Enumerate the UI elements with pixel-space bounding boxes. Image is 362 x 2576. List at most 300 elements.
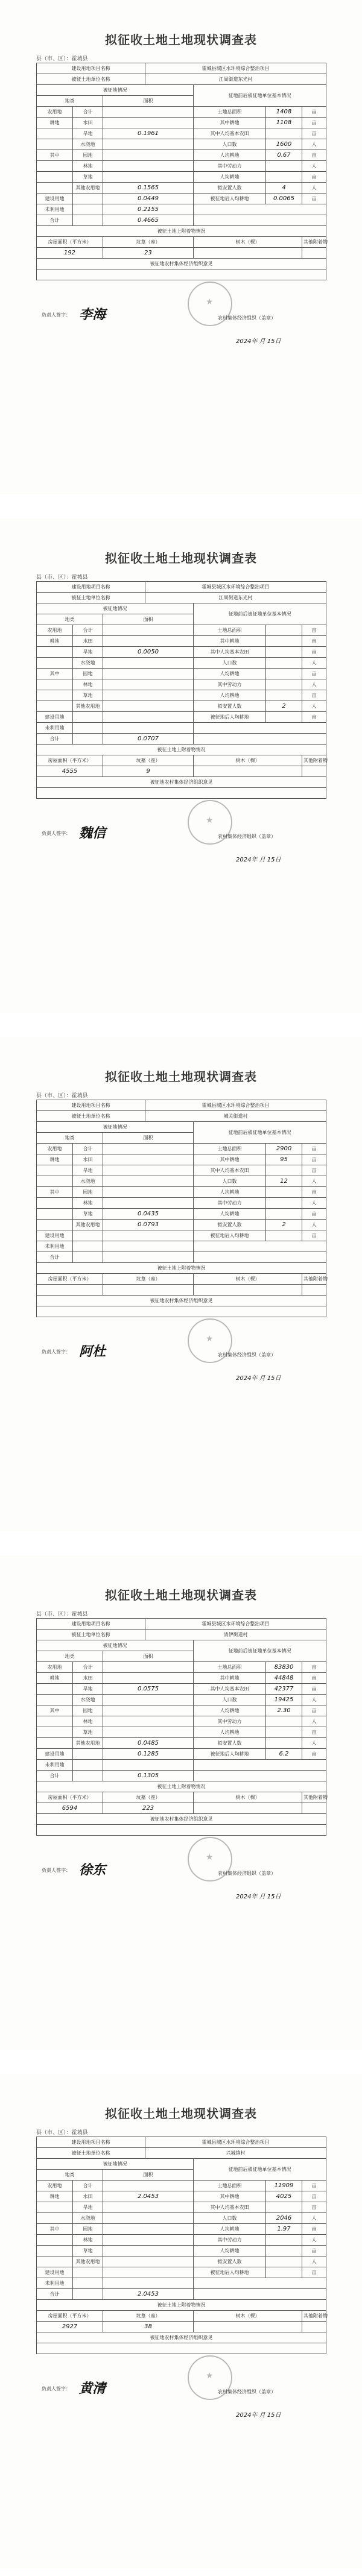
survey-table bbox=[36, 581, 328, 863]
right-unit: 人 bbox=[302, 1695, 326, 1705]
table-row bbox=[37, 2181, 326, 2191]
table-row bbox=[37, 690, 326, 701]
row-category bbox=[37, 2256, 73, 2267]
buildings-col-header: 树木（棵） bbox=[194, 237, 302, 248]
right-unit: 亩 bbox=[302, 2191, 326, 2202]
right-key: 土地总面积 bbox=[194, 107, 266, 118]
buildings-value: 6594 bbox=[37, 1803, 103, 1814]
empty-cell bbox=[194, 204, 326, 215]
table-row bbox=[37, 1144, 326, 1154]
row-subcategory: 水浇地 bbox=[73, 658, 103, 669]
buildings-value bbox=[302, 1803, 326, 1814]
row-subcategory: 园地 bbox=[73, 669, 103, 679]
row-subcategory bbox=[73, 1760, 103, 1771]
row-area-value bbox=[103, 690, 194, 701]
row-category bbox=[37, 1209, 73, 1220]
row-subcategory: 水浇地 bbox=[73, 1176, 103, 1187]
row-subcategory bbox=[73, 734, 103, 745]
land-status-header: 被征地情况 bbox=[37, 1640, 194, 1651]
row-category: 耕地 bbox=[37, 118, 73, 128]
project-value: 霍城县城区水环境综合整治项目 bbox=[145, 582, 326, 593]
empty-cell bbox=[194, 215, 326, 226]
row-subcategory bbox=[73, 2289, 103, 2300]
survey-table bbox=[36, 2137, 328, 2419]
right-unit: 亩 bbox=[302, 647, 326, 658]
buildings-header: 被征土地上附着物情况 bbox=[37, 2300, 326, 2311]
row-area-value bbox=[103, 1662, 194, 1673]
row-subcategory: 其他农用地 bbox=[73, 2256, 103, 2267]
buildings-value: 223 bbox=[103, 1803, 194, 1814]
row-area-value bbox=[103, 636, 194, 647]
county-label: 县（市、区）：霍城县 bbox=[36, 1093, 88, 1099]
row-area-value: 0.0793 bbox=[103, 1220, 194, 1230]
right-value: 1408 bbox=[266, 107, 302, 118]
row-area-value bbox=[103, 1727, 194, 1738]
row-subcategory: 林地 bbox=[73, 161, 103, 172]
right-key: 人均耕地 bbox=[194, 1727, 266, 1738]
right-unit: 人 bbox=[302, 701, 326, 712]
signature-area bbox=[37, 1306, 326, 1382]
row-category: 其中 bbox=[37, 1705, 73, 1716]
table-row bbox=[37, 2191, 326, 2202]
row-category: 农用地 bbox=[37, 1662, 73, 1673]
row-category: 建设用地 bbox=[37, 1230, 73, 1241]
sign-date: 2024年 月 15日 bbox=[236, 857, 281, 863]
right-header: 征地前后被征地单位基本情况 bbox=[194, 1640, 326, 1662]
right-unit: 亩 bbox=[302, 118, 326, 128]
right-key: 拟安置人数 bbox=[194, 183, 266, 194]
table-row bbox=[37, 1165, 326, 1176]
buildings-col-header: 房屋面积（平方米） bbox=[37, 2311, 103, 2322]
buildings-col-header: 坟墓（座） bbox=[103, 1792, 194, 1803]
row-area-value bbox=[103, 161, 194, 172]
row-category: 农用地 bbox=[37, 2181, 73, 2191]
buildings-value: 192 bbox=[37, 248, 103, 259]
row-subcategory: 旱地 bbox=[73, 2202, 103, 2213]
row-subcategory: 合计 bbox=[73, 1662, 103, 1673]
buildings-value bbox=[194, 1803, 302, 1814]
buildings-value bbox=[194, 1285, 302, 1296]
survey-sheet bbox=[0, 1037, 362, 1531]
row-subcategory: 旱地 bbox=[73, 647, 103, 658]
area-label: 面积 bbox=[103, 1651, 194, 1662]
row-category: 合计 bbox=[37, 734, 73, 745]
unit-label: 被征土地单位名称 bbox=[37, 1111, 145, 1122]
buildings-col-header: 树木（棵） bbox=[194, 755, 302, 766]
row-area-value bbox=[103, 723, 194, 734]
right-value: 95 bbox=[266, 1154, 302, 1165]
right-value: 0.67 bbox=[266, 150, 302, 161]
table-row bbox=[37, 1684, 326, 1695]
row-subcategory: 林地 bbox=[73, 2235, 103, 2246]
right-value: 1.97 bbox=[266, 2224, 302, 2235]
county-label: 县（市、区）：霍城县 bbox=[36, 2130, 88, 2136]
row-subcategory: 园地 bbox=[73, 1187, 103, 1198]
table-row bbox=[37, 1198, 326, 1209]
row-subcategory: 水田 bbox=[73, 636, 103, 647]
row-area-value: 2.0453 bbox=[103, 2191, 194, 2202]
buildings-col-header: 坟墓（座） bbox=[103, 1274, 194, 1285]
right-value: 1108 bbox=[266, 118, 302, 128]
table-row bbox=[37, 712, 326, 723]
right-key: 其中耕地 bbox=[194, 636, 266, 647]
opinion-header: 被征地农村集体经济组织意见 bbox=[37, 259, 326, 269]
county-label: 县（市、区）：霍城县 bbox=[36, 56, 88, 62]
row-area-value bbox=[103, 1154, 194, 1165]
row-category bbox=[37, 172, 73, 183]
right-value bbox=[266, 712, 302, 723]
row-area-value: 0.1285 bbox=[103, 1749, 194, 1760]
row-area-value: 0.2155 bbox=[103, 204, 194, 215]
row-subcategory: 水浇地 bbox=[73, 1695, 103, 1705]
unit-label: 被征土地单位名称 bbox=[37, 74, 145, 85]
right-value bbox=[266, 658, 302, 669]
row-subcategory bbox=[73, 2278, 103, 2289]
table-row bbox=[37, 734, 326, 745]
right-key: 其中人均基本农田 bbox=[194, 1684, 266, 1695]
row-area-value bbox=[103, 1252, 194, 1263]
row-area-value: 0.0575 bbox=[103, 1684, 194, 1695]
table-row bbox=[37, 118, 326, 128]
right-unit: 亩 bbox=[302, 1165, 326, 1176]
row-subcategory: 合计 bbox=[73, 107, 103, 118]
row-category bbox=[37, 183, 73, 194]
right-value: 6.2 bbox=[266, 1749, 302, 1760]
row-area-value bbox=[103, 2235, 194, 2246]
right-key: 人均耕地 bbox=[194, 1209, 266, 1220]
seal-label: 农村集体经济组织（盖章） bbox=[218, 1352, 276, 1358]
right-value: 2.30 bbox=[266, 1705, 302, 1716]
right-unit: 亩 bbox=[302, 625, 326, 636]
unit-value: 江周街道东光村 bbox=[145, 74, 326, 85]
row-category bbox=[37, 1727, 73, 1738]
sign-date: 2024年 月 15日 bbox=[236, 1894, 281, 1900]
right-key: 其中耕地 bbox=[194, 2191, 266, 2202]
right-unit: 亩 bbox=[302, 1749, 326, 1760]
row-category bbox=[37, 679, 73, 690]
empty-cell bbox=[194, 2278, 326, 2289]
row-area-value bbox=[103, 1716, 194, 1727]
table-row bbox=[37, 1695, 326, 1705]
signature-area bbox=[37, 788, 326, 863]
sheet-title: 拟征收土地土地现状调查表 bbox=[105, 1069, 257, 1084]
right-key: 其中人均基本农田 bbox=[194, 128, 266, 139]
unit-label: 被征土地单位名称 bbox=[37, 593, 145, 603]
buildings-header: 被征土地上附着物情况 bbox=[37, 1263, 326, 1274]
table-row bbox=[37, 2246, 326, 2256]
right-unit: 亩 bbox=[302, 194, 326, 204]
unit-label: 被征土地单位名称 bbox=[37, 2148, 145, 2159]
unit-label: 被征土地单位名称 bbox=[37, 1630, 145, 1640]
row-category bbox=[37, 1684, 73, 1695]
right-key: 被征地后人均耕地 bbox=[194, 2267, 266, 2278]
row-subcategory: 林地 bbox=[73, 679, 103, 690]
signer-label: 负责人签字： bbox=[42, 1349, 71, 1355]
row-area-value bbox=[103, 669, 194, 679]
row-area-value bbox=[103, 172, 194, 183]
row-subcategory bbox=[73, 204, 103, 215]
right-unit: 亩 bbox=[302, 2202, 326, 2213]
right-value bbox=[266, 1727, 302, 1738]
right-header: 征地前后被征地单位基本情况 bbox=[194, 2159, 326, 2181]
right-unit: 亩 bbox=[302, 172, 326, 183]
right-key: 其中人均基本农田 bbox=[194, 2202, 266, 2213]
row-category: 耕地 bbox=[37, 1673, 73, 1684]
table-row bbox=[37, 2213, 326, 2224]
right-key: 拟安置人数 bbox=[194, 701, 266, 712]
row-subcategory: 其他农用地 bbox=[73, 183, 103, 194]
row-area-value: 2.0453 bbox=[103, 2289, 194, 2300]
right-value bbox=[266, 2267, 302, 2278]
row-subcategory bbox=[73, 194, 103, 204]
table-row bbox=[37, 194, 326, 204]
right-value bbox=[266, 2202, 302, 2213]
row-area-value bbox=[103, 1198, 194, 1209]
row-subcategory: 水田 bbox=[73, 1154, 103, 1165]
right-value: 11909 bbox=[266, 2181, 302, 2191]
buildings-col-header: 房屋面积（平方米） bbox=[37, 1792, 103, 1803]
right-key: 其中劳动力 bbox=[194, 161, 266, 172]
row-area-value: 0.1305 bbox=[103, 1771, 194, 1781]
county-label: 县（市、区）：霍城县 bbox=[36, 575, 88, 581]
land-status-header: 被征地情况 bbox=[37, 2159, 194, 2170]
buildings-col-header: 房屋面积（平方米） bbox=[37, 1274, 103, 1285]
right-value bbox=[266, 1165, 302, 1176]
table-row bbox=[37, 2289, 326, 2300]
row-subcategory: 合计 bbox=[73, 2181, 103, 2191]
row-category bbox=[37, 1176, 73, 1187]
survey-sheet bbox=[0, 518, 362, 1013]
buildings-col-header: 其他附着物 bbox=[302, 755, 326, 766]
table-row bbox=[37, 1241, 326, 1252]
right-unit: 亩 bbox=[302, 2246, 326, 2256]
right-unit: 人 bbox=[302, 1176, 326, 1187]
row-category bbox=[37, 139, 73, 150]
right-unit: 亩 bbox=[302, 1144, 326, 1154]
seal-label: 农村集体经济组织（盖章） bbox=[218, 834, 276, 839]
row-category: 建设用地 bbox=[37, 1749, 73, 1760]
right-value: 0.0065 bbox=[266, 194, 302, 204]
right-unit: 亩 bbox=[302, 1705, 326, 1716]
right-unit: 亩 bbox=[302, 1154, 326, 1165]
survey-sheet bbox=[0, 2074, 362, 2568]
row-area-value bbox=[103, 625, 194, 636]
row-subcategory: 旱地 bbox=[73, 1684, 103, 1695]
row-category: 耕地 bbox=[37, 636, 73, 647]
buildings-value bbox=[194, 2322, 302, 2332]
row-subcategory: 水浇地 bbox=[73, 2213, 103, 2224]
buildings-value bbox=[302, 2322, 326, 2332]
empty-cell bbox=[194, 723, 326, 734]
project-label: 建设用地项目名称 bbox=[37, 1619, 145, 1630]
right-unit: 人 bbox=[302, 2256, 326, 2267]
table-row bbox=[37, 172, 326, 183]
table-row bbox=[37, 128, 326, 139]
right-value bbox=[266, 1738, 302, 1749]
buildings-value bbox=[37, 1285, 103, 1296]
right-unit: 亩 bbox=[302, 1187, 326, 1198]
buildings-header: 被征土地上附着物情况 bbox=[37, 1781, 326, 1792]
opinion-header: 被征地农村集体经济组织意见 bbox=[37, 1814, 326, 1825]
row-area-value: 0.1961 bbox=[103, 128, 194, 139]
right-key: 人口数 bbox=[194, 2213, 266, 2224]
table-row bbox=[37, 2224, 326, 2235]
row-subcategory: 合计 bbox=[73, 625, 103, 636]
row-category: 合计 bbox=[37, 2289, 73, 2300]
right-unit: 亩 bbox=[302, 712, 326, 723]
right-unit: 亩 bbox=[302, 636, 326, 647]
row-category: 合计 bbox=[37, 1771, 73, 1781]
sign-date: 2024年 月 15日 bbox=[236, 2412, 281, 2419]
right-key: 土地总面积 bbox=[194, 1662, 266, 1673]
unit-value: 城关街道村 bbox=[145, 1111, 326, 1122]
right-header: 征地前后被征地单位基本情况 bbox=[194, 603, 326, 625]
table-row bbox=[37, 183, 326, 194]
buildings-value: 23 bbox=[103, 248, 194, 259]
right-key: 人口数 bbox=[194, 1176, 266, 1187]
right-unit: 人 bbox=[302, 1716, 326, 1727]
project-label: 建设用地项目名称 bbox=[37, 582, 145, 593]
row-area-value bbox=[103, 139, 194, 150]
right-key: 人口数 bbox=[194, 658, 266, 669]
row-subcategory: 林地 bbox=[73, 1198, 103, 1209]
right-key: 土地总面积 bbox=[194, 625, 266, 636]
table-row bbox=[37, 1187, 326, 1198]
right-value bbox=[266, 128, 302, 139]
table-row bbox=[37, 1705, 326, 1716]
right-key: 人均耕地 bbox=[194, 1187, 266, 1198]
right-unit: 亩 bbox=[302, 1673, 326, 1684]
signer-label: 负责人签字： bbox=[42, 1868, 71, 1873]
right-unit: 亩 bbox=[302, 669, 326, 679]
right-key: 人均耕地 bbox=[194, 172, 266, 183]
right-value bbox=[266, 172, 302, 183]
row-subcategory: 其他农用地 bbox=[73, 701, 103, 712]
row-area-value bbox=[103, 2224, 194, 2235]
right-value bbox=[266, 636, 302, 647]
survey-table bbox=[36, 1100, 328, 1382]
buildings-col-header: 坟墓（座） bbox=[103, 237, 194, 248]
row-category: 未利用地 bbox=[37, 723, 73, 734]
signer-label: 负责人签字： bbox=[42, 831, 71, 836]
right-value bbox=[266, 2256, 302, 2267]
table-row bbox=[37, 1209, 326, 1220]
row-area-value bbox=[103, 2202, 194, 2213]
right-unit: 亩 bbox=[302, 1727, 326, 1738]
row-category bbox=[37, 1165, 73, 1176]
right-key: 人均耕地 bbox=[194, 2246, 266, 2256]
right-key: 其中劳动力 bbox=[194, 1716, 266, 1727]
seal-label: 农村集体经济组织（盖章） bbox=[218, 315, 276, 321]
row-area-value bbox=[103, 658, 194, 669]
row-area-value: 0.1565 bbox=[103, 183, 194, 194]
row-category bbox=[37, 2246, 73, 2256]
table-row bbox=[37, 1760, 326, 1771]
right-key: 其中耕地 bbox=[194, 1154, 266, 1165]
right-unit: 亩 bbox=[302, 1684, 326, 1695]
table-row bbox=[37, 161, 326, 172]
right-value bbox=[266, 2235, 302, 2246]
table-row bbox=[37, 1727, 326, 1738]
right-key: 人均耕地 bbox=[194, 2224, 266, 2235]
right-header: 征地前后被征地单位基本情况 bbox=[194, 1122, 326, 1144]
row-category: 未利用地 bbox=[37, 1760, 73, 1771]
right-unit: 人 bbox=[302, 2235, 326, 2246]
row-subcategory: 草地 bbox=[73, 690, 103, 701]
right-value: 19425 bbox=[266, 1695, 302, 1705]
right-key: 被征地后人均耕地 bbox=[194, 194, 266, 204]
seal-label: 农村集体经济组织（盖章） bbox=[218, 2389, 276, 2395]
table-row bbox=[37, 215, 326, 226]
row-subcategory: 园地 bbox=[73, 1705, 103, 1716]
right-key: 人均耕地 bbox=[194, 690, 266, 701]
row-subcategory: 其他农用地 bbox=[73, 1220, 103, 1230]
row-category: 未利用地 bbox=[37, 1241, 73, 1252]
table-row bbox=[37, 107, 326, 118]
sheet-title: 拟征收土地土地现状调查表 bbox=[105, 551, 257, 565]
row-subcategory bbox=[73, 723, 103, 734]
signer-label: 负责人签字： bbox=[42, 2386, 71, 2392]
row-category: 农用地 bbox=[37, 1144, 73, 1154]
right-unit: 亩 bbox=[302, 2267, 326, 2278]
row-area-value bbox=[103, 2267, 194, 2278]
handwritten-signature: 阿杜 bbox=[79, 1344, 106, 1359]
right-value: 2046 bbox=[266, 2213, 302, 2224]
row-area-value bbox=[103, 1165, 194, 1176]
right-unit: 人 bbox=[302, 2213, 326, 2224]
row-area-value bbox=[103, 1760, 194, 1771]
buildings-value bbox=[103, 1285, 194, 1296]
right-unit: 人 bbox=[302, 183, 326, 194]
row-area-value bbox=[103, 1230, 194, 1241]
row-subcategory: 水田 bbox=[73, 118, 103, 128]
survey-sheet bbox=[0, 0, 362, 494]
buildings-header: 被征土地上附着物情况 bbox=[37, 745, 326, 755]
right-unit: 人 bbox=[302, 679, 326, 690]
right-key: 人口数 bbox=[194, 139, 266, 150]
sheet-title: 拟征收土地土地现状调查表 bbox=[105, 1588, 257, 1602]
empty-cell bbox=[194, 1252, 326, 1263]
row-category bbox=[37, 658, 73, 669]
sign-date: 2024年 月 15日 bbox=[236, 1375, 281, 1382]
buildings-value bbox=[302, 766, 326, 777]
row-category bbox=[37, 161, 73, 172]
empty-cell bbox=[194, 1760, 326, 1771]
table-row bbox=[37, 2235, 326, 2246]
buildings-value bbox=[302, 1285, 326, 1296]
project-value: 霍城县城区水环境综合整治项目 bbox=[145, 2137, 326, 2148]
right-value: 1600 bbox=[266, 139, 302, 150]
table-row bbox=[37, 1673, 326, 1684]
seal-label: 农村集体经济组织（盖章） bbox=[218, 1871, 276, 1876]
row-category: 耕地 bbox=[37, 2191, 73, 2202]
row-area-value bbox=[103, 1673, 194, 1684]
right-value bbox=[266, 1716, 302, 1727]
right-key: 人均耕地 bbox=[194, 150, 266, 161]
row-subcategory bbox=[73, 215, 103, 226]
unit-value: 兴城镇村 bbox=[145, 2148, 326, 2159]
right-key: 其中人均基本农田 bbox=[194, 1165, 266, 1176]
row-area-value bbox=[103, 1144, 194, 1154]
project-label: 建设用地项目名称 bbox=[37, 2137, 145, 2148]
row-area-value bbox=[103, 1241, 194, 1252]
right-unit: 人 bbox=[302, 139, 326, 150]
row-category: 其中 bbox=[37, 150, 73, 161]
right-value: 44848 bbox=[266, 1673, 302, 1684]
table-row bbox=[37, 2256, 326, 2267]
row-category: 农用地 bbox=[37, 625, 73, 636]
buildings-value: 4555 bbox=[37, 766, 103, 777]
